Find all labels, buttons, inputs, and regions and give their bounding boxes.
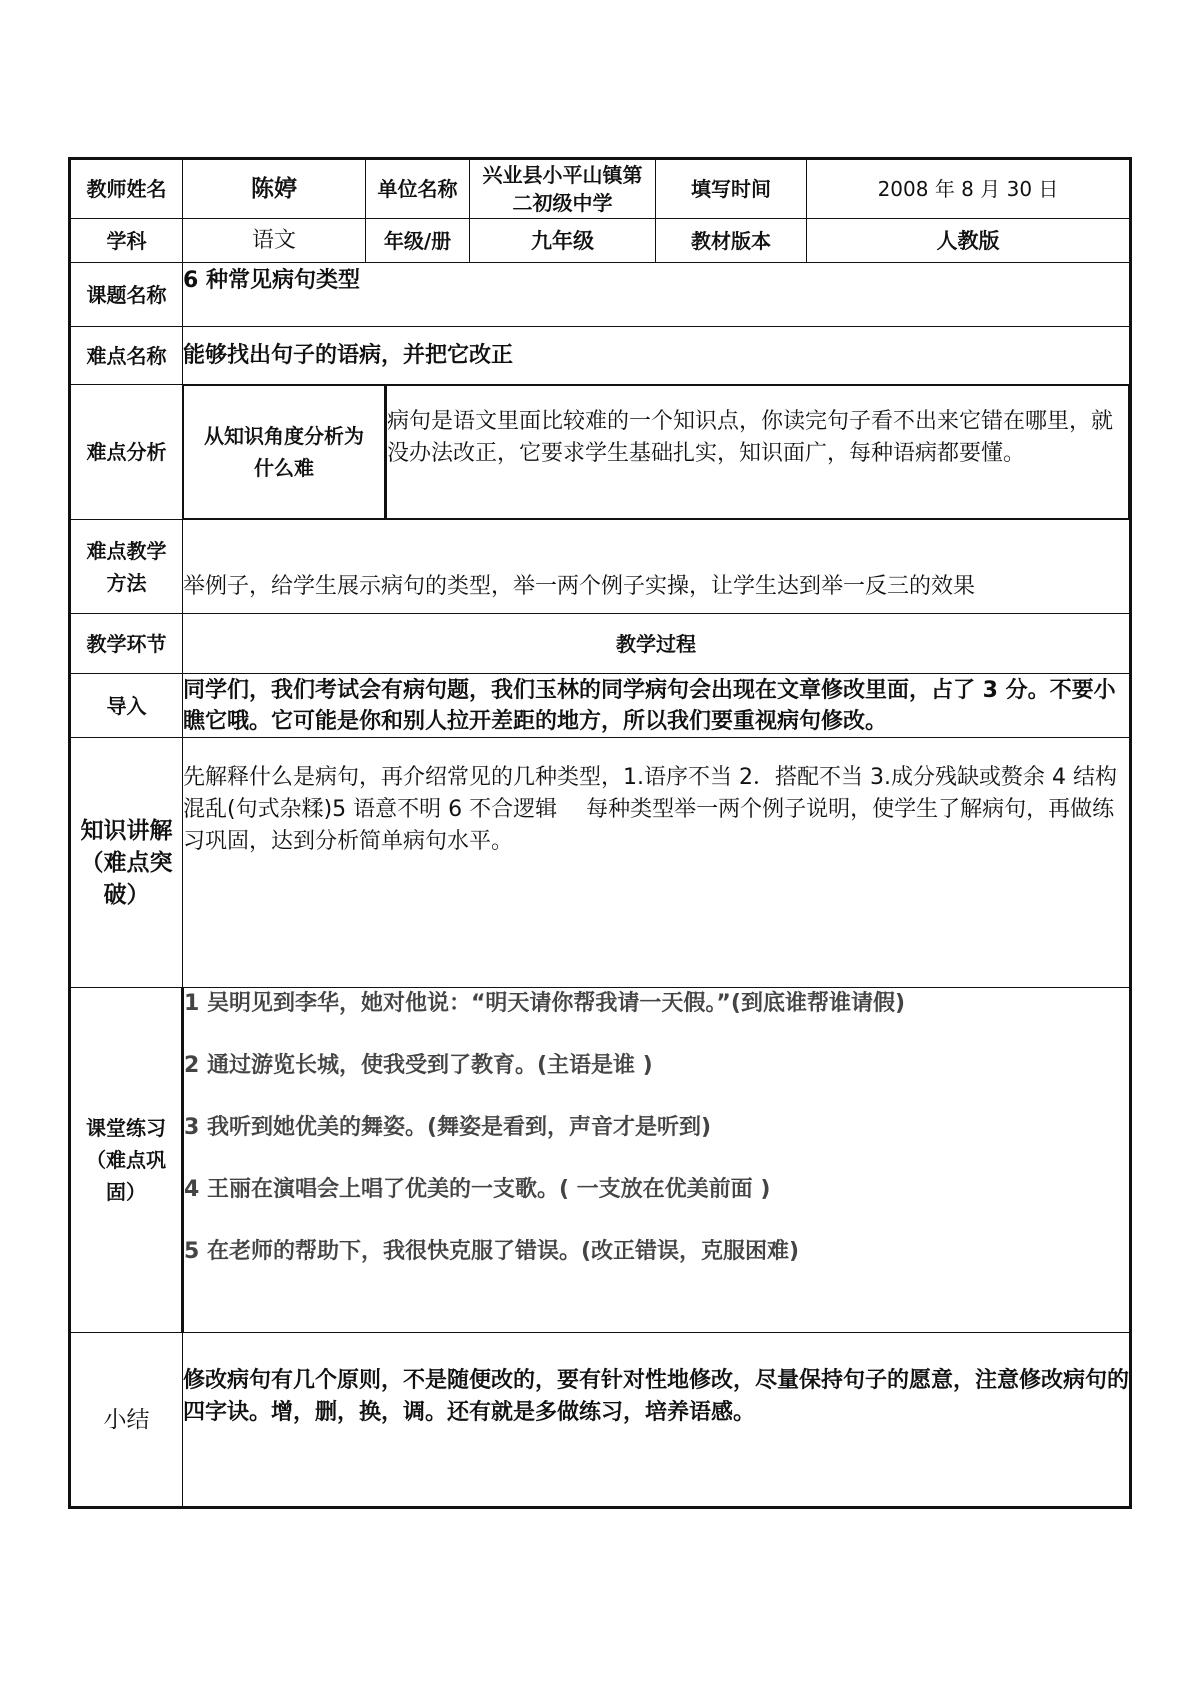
practice-item: 2 通过游览长城，使我受到了教育。(主语是谁 ) xyxy=(184,1053,653,1078)
topic-label: 课题名称 xyxy=(70,263,183,327)
intro-value: 同学们，我们考试会有病句题，我们玉林的同学病句会出现在文章修改里面，占了 3 分。不要小瞧它哦。它可能是你和别人拉开差距的地方，所以我们要重视病句修改。 xyxy=(183,674,1131,738)
edition-label: 教材版本 xyxy=(656,219,807,263)
unit-value-line2: 二初级中学 xyxy=(512,191,613,215)
date-value: 2008 年 8 月 30 日 xyxy=(807,159,1131,219)
analysis-sub-label xyxy=(184,386,386,519)
topic-value: 6 种常见病句类型 xyxy=(183,263,1131,327)
analysis-cell xyxy=(183,385,1131,520)
difficulty-value: 能够找出句子的语病，并把它改正 xyxy=(183,327,1131,385)
method-value: 举例子，给学生展示病句的类型，举一两个例子实操，让学生达到举一反三的效果 xyxy=(183,520,1131,614)
practice-item: 4 王丽在演唱会上唱了优美的一支歌。( 一支放在优美前面 ) xyxy=(184,1177,771,1202)
stage-label: 教学环节 xyxy=(70,614,183,674)
lesson-plan-table xyxy=(68,157,1132,1509)
knowledge-label-line1: 知识讲解 xyxy=(80,817,173,844)
grade-label: 年级/册 xyxy=(366,219,470,263)
summary-label: 小结 xyxy=(70,1333,183,1508)
intro-row xyxy=(70,674,1131,738)
analysis-label: 难点分析 xyxy=(70,385,183,520)
header-row-1 xyxy=(70,159,1131,219)
method-label-line2: 方法 xyxy=(106,570,147,595)
process-header-row xyxy=(70,614,1131,674)
knowledge-value: 先解释什么是病句，再介绍常见的几种类型，1.语序不当 2．搭配不当 3.成分残缺或赘余 4 结构混乱(句式杂糅)5 语意不明 6 不合逻辑 每种类型举一两个例子说明，使学生了解病句，再做练习巩固，达到分析简单病句水平。 xyxy=(183,738,1131,988)
teacher-label: 教师姓名 xyxy=(70,159,183,219)
teacher-value: 陈婷 xyxy=(183,159,366,219)
knowledge-row xyxy=(70,738,1131,988)
knowledge-label-line3: 破） xyxy=(103,881,150,908)
subject-value: 语文 xyxy=(183,219,366,263)
method-row xyxy=(70,520,1131,614)
practice-item: 1 吴明见到李华，她对他说：“明天请你帮我请一天假。”(到底谁帮谁请假) xyxy=(184,991,905,1016)
grade-value: 九年级 xyxy=(470,219,656,263)
analysis-sub-line2: 什么难 xyxy=(254,456,314,480)
analysis-subtable xyxy=(183,385,1129,519)
analysis-row xyxy=(70,385,1131,520)
practice-item: 3 我听到她优美的舞姿。(舞姿是看到，声音才是听到) xyxy=(184,1115,712,1140)
practice-item: 5 在老师的帮助下，我很快克服了错误。(改正错误，克服困难) xyxy=(184,1239,800,1264)
method-label xyxy=(70,520,183,614)
knowledge-label xyxy=(70,738,183,988)
topic-row xyxy=(70,263,1131,327)
intro-label: 导入 xyxy=(70,674,183,738)
practice-label xyxy=(70,988,183,1333)
practice-row xyxy=(70,988,1131,1333)
difficulty-row xyxy=(70,327,1131,385)
unit-value xyxy=(470,159,656,219)
analysis-sub-line1: 从知识角度分析为 xyxy=(204,424,364,448)
analysis-value: 病句是语文里面比较难的一个知识点，你读完句子看不出来它错在哪里，就没办法改正，它要求学生基础扎实，知识面广，每种语病都要懂。 xyxy=(386,386,1129,519)
process-label: 教学过程 xyxy=(183,614,1131,674)
practice-list xyxy=(183,988,1131,1333)
knowledge-label-line2: （难点突 xyxy=(80,849,173,876)
summary-row xyxy=(70,1333,1131,1508)
practice-label-line3: 固） xyxy=(106,1180,146,1204)
unit-value-line1: 兴业县小平山镇第 xyxy=(482,163,643,187)
practice-label-line2: （难点巩 xyxy=(86,1148,166,1172)
edition-value: 人教版 xyxy=(807,219,1131,263)
practice-label-line1: 课堂练习 xyxy=(86,1116,166,1140)
method-label-line1: 难点教学 xyxy=(86,538,167,563)
subject-label: 学科 xyxy=(70,219,183,263)
date-label: 填写时间 xyxy=(656,159,807,219)
header-row-2 xyxy=(70,219,1131,263)
summary-value: 修改病句有几个原则，不是随便改的，要有针对性地修改，尽量保持句子的愿意，注意修改病句的四字诀。增，删，换，调。还有就是多做练习，培养语感。 xyxy=(183,1333,1131,1508)
difficulty-label: 难点名称 xyxy=(70,327,183,385)
unit-label: 单位名称 xyxy=(366,159,470,219)
